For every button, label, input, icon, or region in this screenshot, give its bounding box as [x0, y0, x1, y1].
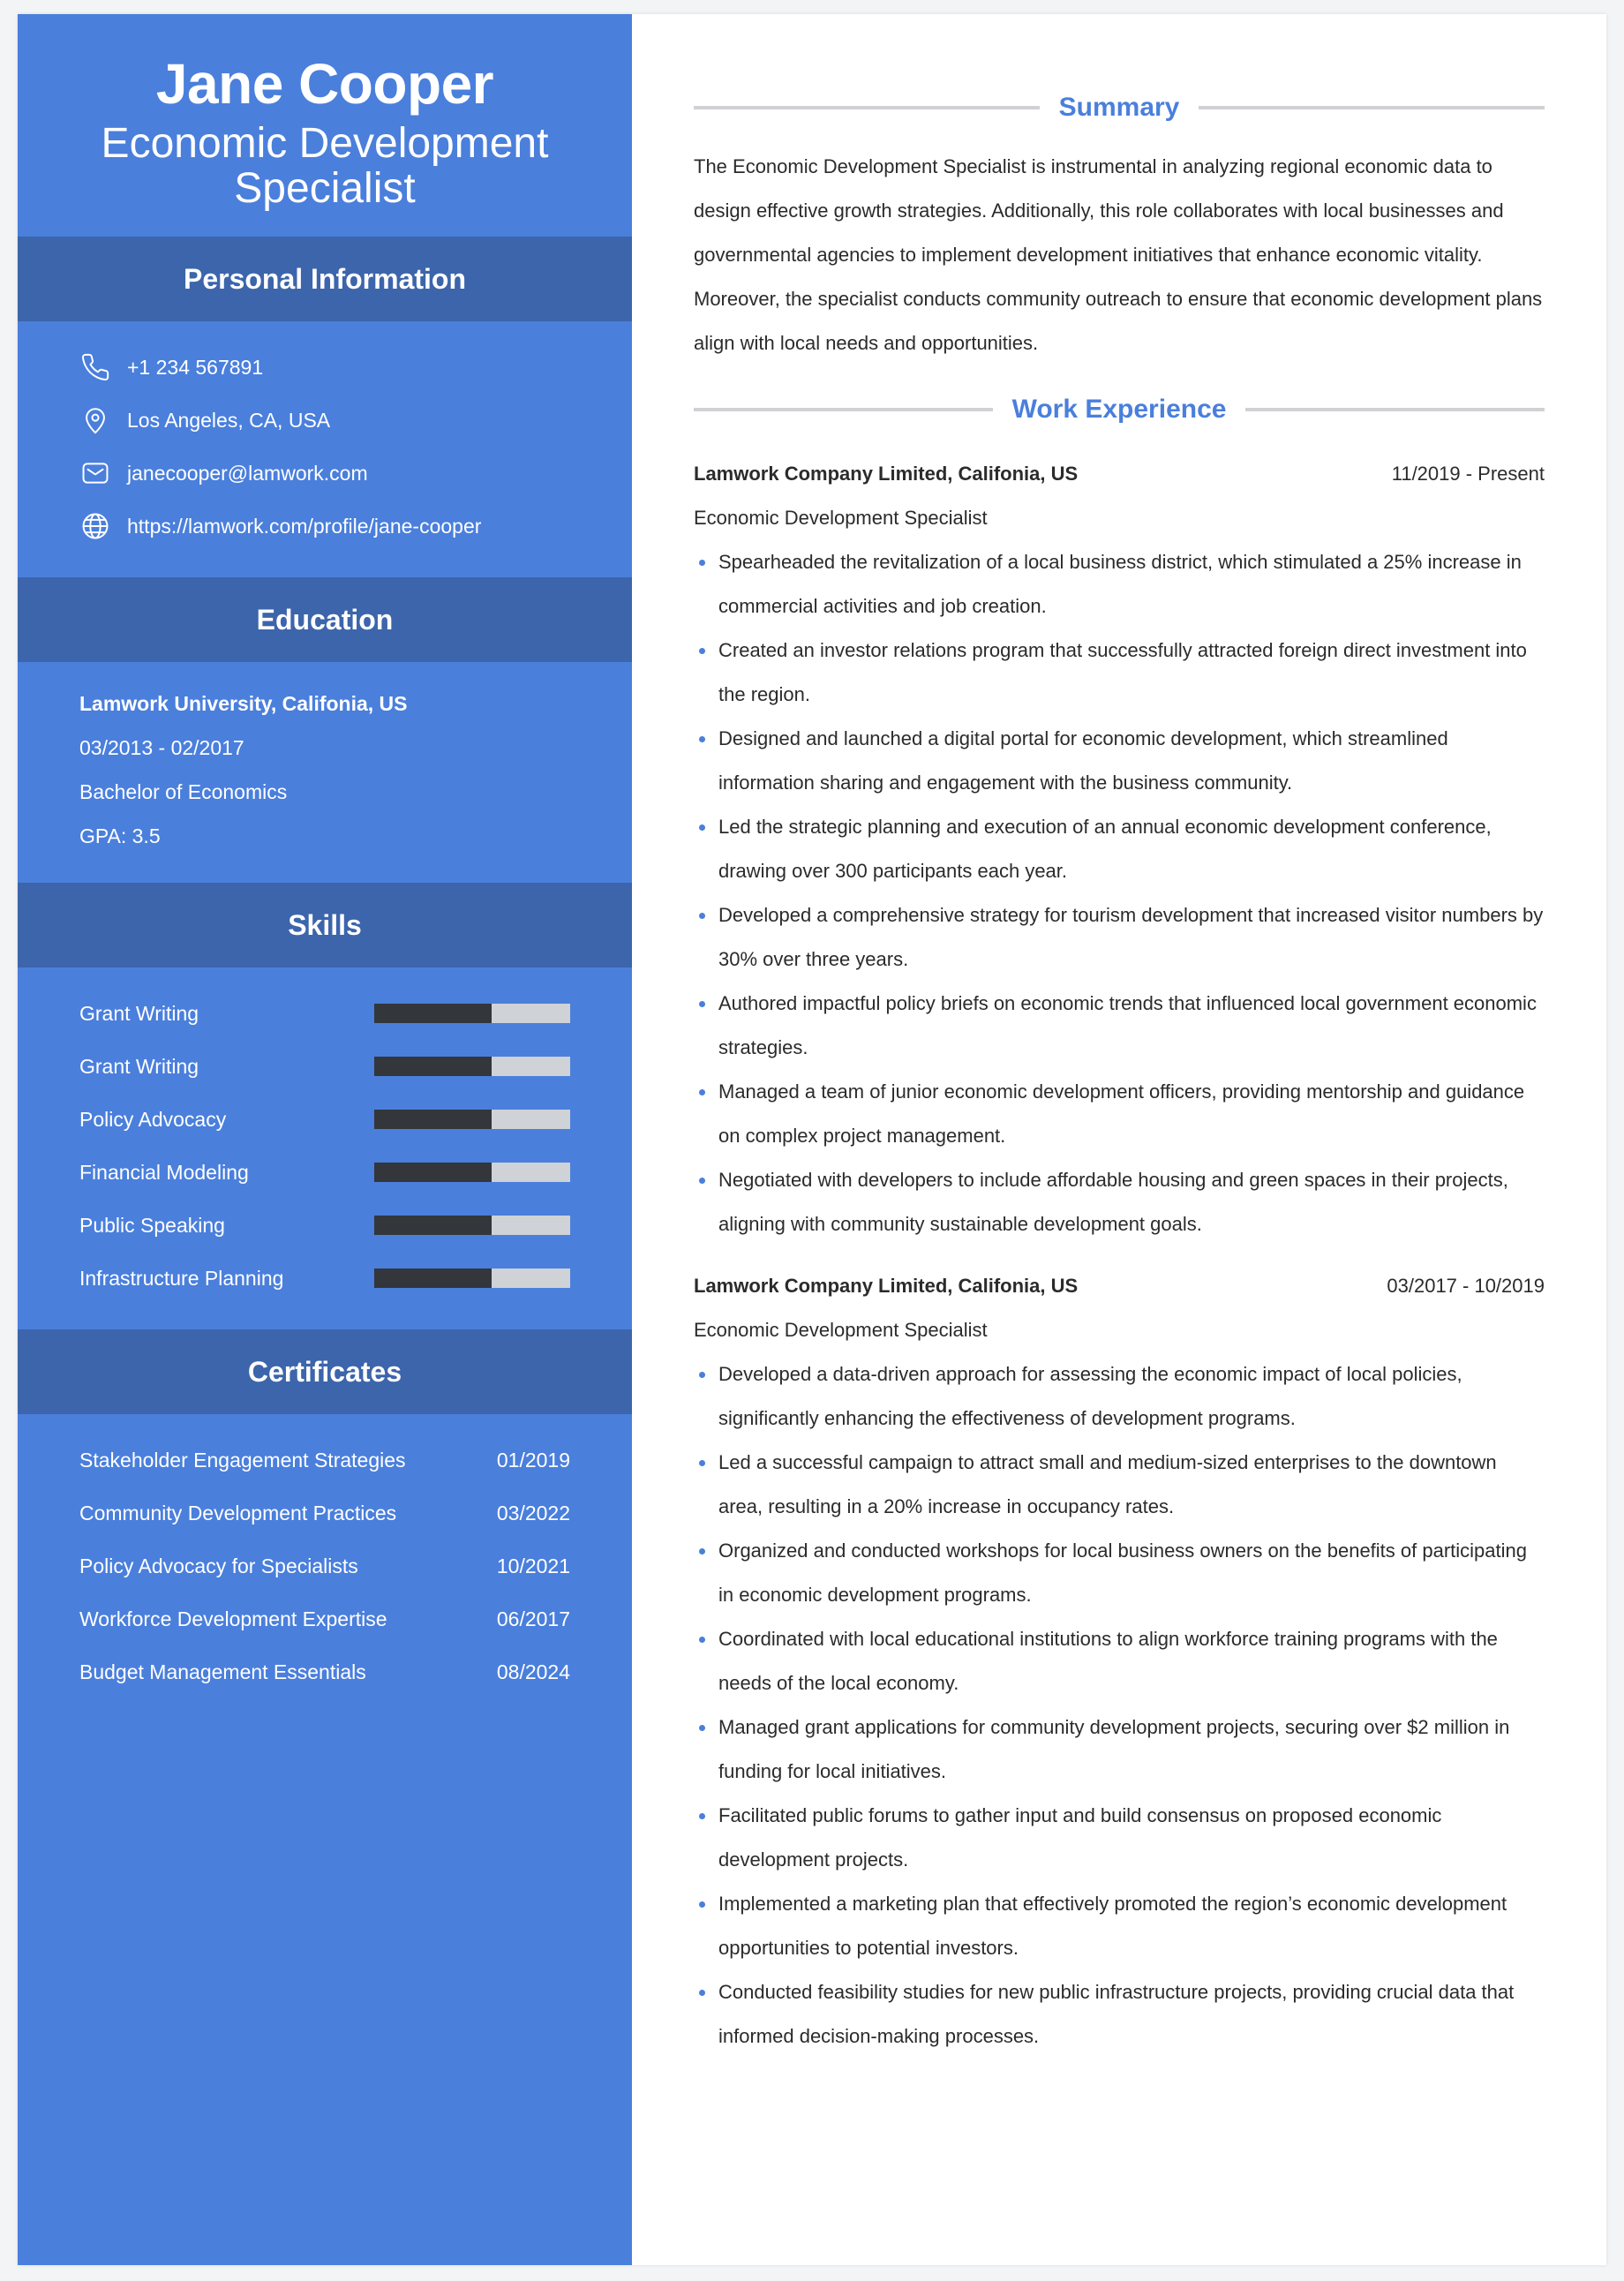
certificates-section — [18, 1414, 632, 1723]
phone-icon — [79, 351, 111, 383]
skill-item — [79, 1093, 570, 1146]
skills-heading: Skills — [18, 883, 632, 967]
certificate-name: Workforce Development Expertise — [79, 1607, 387, 1630]
job-bullets — [694, 540, 1545, 1246]
skill-item — [79, 1199, 570, 1252]
skill-level-fill — [374, 1216, 492, 1235]
summary-text: The Economic Development Specialist is instrumental in analyzing regional economic data to design effective growth strategies. Additionally, this role collaborates with local businesses and governmental agencies to implement development initiatives that enhance economic vitality. Moreover, the specialist conducts community outreach to ensure that economic development plans align with local needs and opportunities. — [694, 155, 1543, 354]
skill-level-fill — [374, 1268, 492, 1288]
candidate-name: Jane Cooper — [155, 52, 494, 116]
skill-item — [79, 1040, 570, 1093]
location-icon — [79, 404, 111, 436]
job-bullet: Conducted feasibility studies for new public infrastructure projects, providing crucial data that informed decision-making processes. — [694, 1970, 1545, 2059]
skill-item — [79, 1252, 570, 1305]
certificate-date: 01/2019 — [496, 1448, 570, 1472]
job-bullet: Led the strategic planning and execution of an annual economic development conference, drawing over 300 participants each year. — [694, 805, 1545, 893]
sidebar — [18, 14, 632, 2265]
candidate-title: Economic Development Specialist — [101, 120, 549, 213]
job-bullet: Facilitated public forums to gather input and build consensus on proposed economic development projects. — [694, 1794, 1545, 1882]
education-heading: Education — [18, 577, 632, 662]
summary-heading: Summary — [1058, 93, 1180, 122]
certificate-name: Policy Advocacy for Specialists — [79, 1554, 358, 1577]
skill-level-bar — [374, 1268, 570, 1288]
job-bullet: Led a successful campaign to attract small and medium-sized enterprises to the downtown area, resulting in a 20% increase in occupancy rates. — [694, 1441, 1545, 1529]
skill-item — [79, 987, 570, 1040]
certificate-date: 08/2024 — [496, 1660, 570, 1683]
personal-info-heading: Personal Information — [18, 237, 632, 321]
skill-name: Financial Modeling — [79, 1160, 249, 1184]
heading-divider — [1199, 106, 1545, 109]
skill-level-bar — [374, 1216, 570, 1235]
contact-location — [79, 394, 570, 447]
job-header — [694, 1264, 1545, 1308]
skills-section — [18, 967, 632, 1329]
resume-header — [18, 14, 632, 237]
job-bullets — [694, 1352, 1545, 2059]
job-company: Lamwork Company Limited, Califonia, US — [694, 463, 1079, 485]
skill-name: Public Speaking — [79, 1213, 225, 1237]
experience-heading: Work Experience — [1011, 395, 1227, 424]
skill-level-bar — [374, 1004, 570, 1023]
job-bullet: Negotiated with developers to include affordable housing and green spaces in their projects, aligning with community sustainable development goals. — [694, 1158, 1545, 1246]
job-entry — [694, 1264, 1545, 2059]
certificate-date: 06/2017 — [496, 1607, 570, 1630]
location-text: Los Angeles, CA, USA — [127, 408, 331, 432]
job-bullet: Coordinated with local educational institutions to align workforce training programs with the needs of the local economy. — [694, 1617, 1545, 1705]
certificate-item — [79, 1645, 570, 1698]
job-role: Economic Development Specialist — [694, 1319, 988, 1341]
phone-text: +1 234 567891 — [127, 355, 264, 379]
job-bullet: Authored impactful policy briefs on economic trends that influenced local government economic strategies. — [694, 982, 1545, 1070]
contact-email — [79, 447, 570, 500]
job-bullet: Developed a data-driven approach for assessing the economic impact of local policies, significantly enhancing the effectiveness of development programs. — [694, 1352, 1545, 1441]
heading-divider — [694, 408, 993, 411]
resume-page — [18, 14, 1606, 2265]
job-role: Economic Development Specialist — [694, 507, 988, 529]
certificate-item — [79, 1539, 570, 1592]
email-text[interactable]: janecooper@lamwork.com — [127, 461, 368, 485]
education-section — [18, 662, 632, 883]
skill-name: Grant Writing — [79, 1054, 199, 1078]
skill-level-bar — [374, 1163, 570, 1182]
website-link[interactable]: https://lamwork.com/profile/jane-cooper — [127, 514, 482, 538]
education-degree: Bachelor of Economics — [79, 780, 288, 804]
skill-name: Infrastructure Planning — [79, 1266, 284, 1290]
globe-icon — [79, 510, 111, 542]
job-bullet: Implemented a marketing plan that effectively promoted the region’s economic development opportunities to potential investors. — [694, 1882, 1545, 1970]
job-bullet: Designed and launched a digital portal for economic development, which streamlined information sharing and engagement with the business community. — [694, 717, 1545, 805]
certificate-name: Budget Management Essentials — [79, 1660, 366, 1683]
certificates-heading: Certificates — [18, 1329, 632, 1414]
job-bullet: Spearheaded the revitalization of a local business district, which stimulated a 25% increase in commercial activities and job creation. — [694, 540, 1545, 629]
skill-name: Policy Advocacy — [79, 1107, 227, 1131]
job-bullet: Managed a team of junior economic development officers, providing mentorship and guidance on complex project management. — [694, 1070, 1545, 1158]
job-header — [694, 452, 1545, 496]
skill-level-fill — [374, 1004, 492, 1023]
skill-name: Grant Writing — [79, 1001, 199, 1025]
contact-phone — [79, 341, 570, 394]
contact-website — [79, 500, 570, 553]
experience-heading-row — [694, 385, 1545, 434]
job-bullet: Developed a comprehensive strategy for tourism development that increased visitor numbers by 30% over three years. — [694, 893, 1545, 982]
job-bullet: Managed grant applications for community development projects, securing over $2 million in funding for local initiatives. — [694, 1705, 1545, 1794]
job-dates: 11/2019 - Present — [1391, 463, 1545, 485]
certificate-item — [79, 1592, 570, 1645]
skill-item — [79, 1146, 570, 1199]
job-bullet: Organized and conducted workshops for local business owners on the benefits of participating in economic development programs. — [694, 1529, 1545, 1617]
certificate-item — [79, 1487, 570, 1539]
certificate-item — [79, 1434, 570, 1487]
education-gpa: GPA: 3.5 — [79, 824, 161, 848]
certificate-name: Stakeholder Engagement Strategies — [79, 1448, 406, 1472]
skill-level-bar — [374, 1110, 570, 1129]
personal-info-section — [18, 321, 632, 577]
heading-divider — [1245, 408, 1545, 411]
summary-heading-row — [694, 83, 1545, 132]
email-icon — [79, 457, 111, 489]
main-content — [632, 14, 1606, 2265]
job-bullet: Created an investor relations program that successfully attracted foreign direct investment into the region. — [694, 629, 1545, 717]
skill-level-fill — [374, 1110, 492, 1129]
education-dates: 03/2013 - 02/2017 — [79, 736, 244, 760]
certificate-date: 03/2022 — [496, 1501, 570, 1524]
skill-level-fill — [374, 1163, 492, 1182]
education-school: Lamwork University, Califonia, US — [79, 692, 408, 716]
skill-level-fill — [374, 1057, 492, 1076]
skill-level-bar — [374, 1057, 570, 1076]
job-dates: 03/2017 - 10/2019 — [1387, 1275, 1545, 1297]
certificate-name: Community Development Practices — [79, 1501, 397, 1524]
job-entry — [694, 452, 1545, 1246]
heading-divider — [694, 106, 1040, 109]
certificate-date: 10/2021 — [496, 1554, 570, 1577]
job-company: Lamwork Company Limited, Califonia, US — [694, 1275, 1079, 1297]
